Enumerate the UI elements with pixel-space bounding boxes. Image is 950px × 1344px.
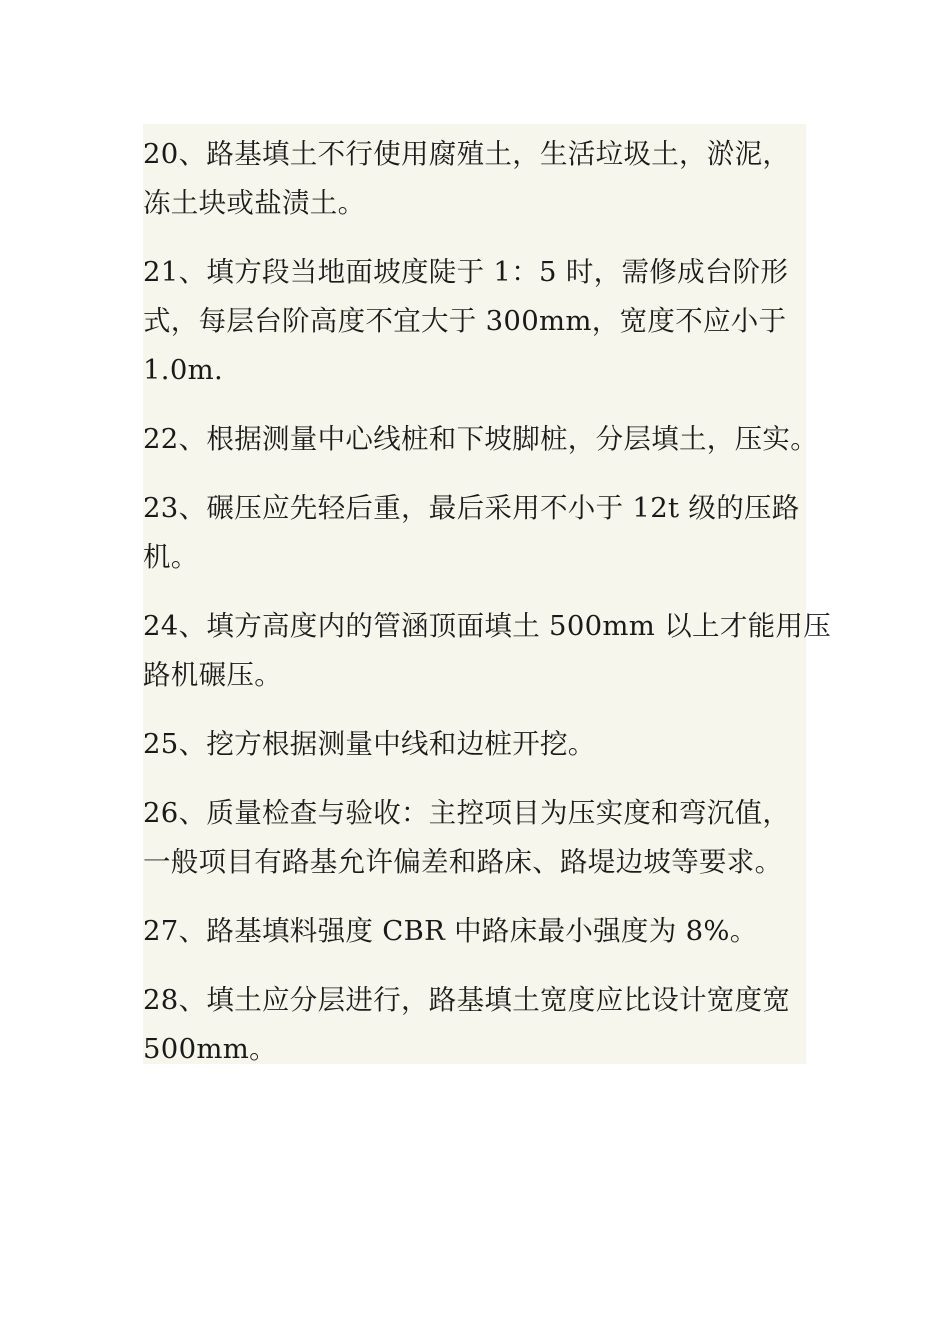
list-item-20 [143,130,831,228]
item-line: 26、质量检查与验收：主控项目为压实度和弯沉值， [143,797,791,829]
item-line: 冻土块或盐渍土。 [143,187,366,219]
item-line: 27、路基填料强度 CBR 中路床最小强度为 8%。 [143,915,758,947]
item-line: 24、填方高度内的管涵顶面填土 500mm 以上才能用压 [143,610,832,642]
item-line: 式，每层台阶高度不宜大于 300mm，宽度不应小于 [143,305,787,337]
list-item-28 [143,976,831,1074]
list-item-26 [143,789,831,887]
item-line: 机。 [143,541,199,573]
list-item-21 [143,248,831,395]
item-line: 23、碾压应先轻后重，最后采用不小于 12t 级的压路 [143,492,800,524]
item-line: 一般项目有路基允许偏差和路床、路堤边坡等要求。 [143,846,783,878]
item-line: 路机碾压。 [143,659,282,691]
item-line: 28、填土应分层进行，路基填土宽度应比设计宽度宽 [143,984,791,1016]
list-item-24 [143,602,831,700]
list-item-27 [143,907,831,956]
list-item-25 [143,720,831,769]
item-line: 20、路基填土不行使用腐殖土，生活垃圾土，淤泥， [143,138,791,170]
list-item-23 [143,484,831,582]
item-line: 22、根据测量中心线桩和下坡脚桩，分层填土，压实。 [143,423,818,455]
item-line: 500mm。 [143,1033,277,1065]
item-list [143,130,831,1094]
item-line: 1.0m. [143,354,224,386]
item-line: 21、填方段当地面坡度陡于 1：5 时，需修成台阶形 [143,256,789,288]
item-line: 25、挖方根据测量中线和边桩开挖。 [143,728,596,760]
content-block [143,124,832,1065]
list-item-22 [143,415,831,464]
